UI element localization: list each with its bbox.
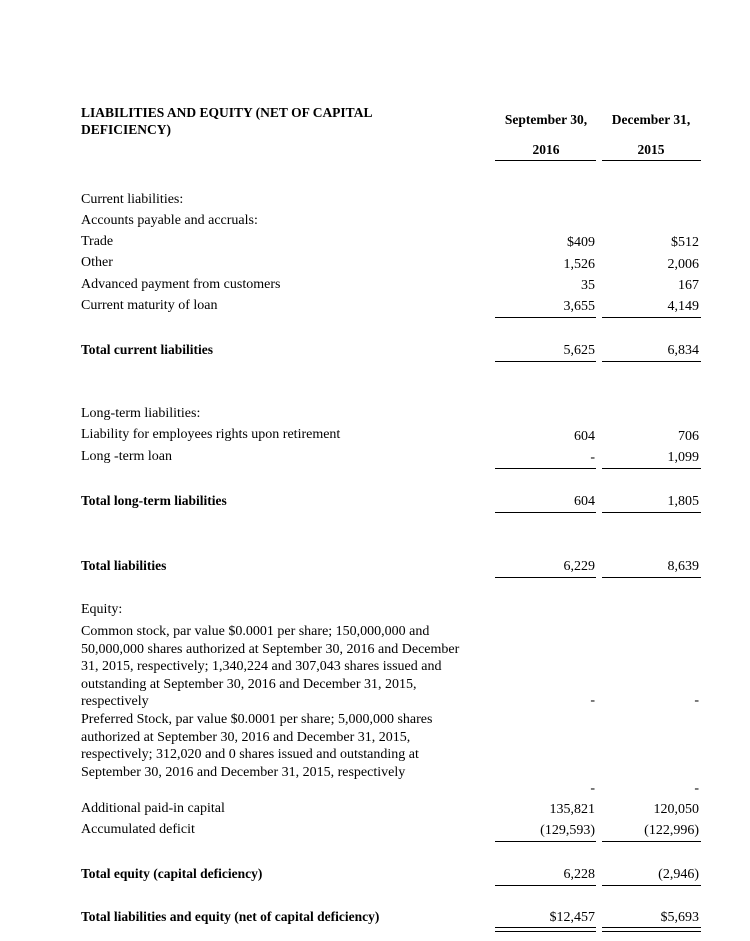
total-rule-current-2015 <box>602 361 701 362</box>
value-other-2016: 1,526 <box>563 257 595 272</box>
value-preferred-stock-2016: - <box>590 781 595 796</box>
section-heading-equity: Equity: <box>81 602 123 617</box>
header-underline-2015 <box>602 160 701 161</box>
row-label-other: Other <box>81 255 113 270</box>
total-current-liabilities-2015: 6,834 <box>667 343 699 358</box>
section-heading-current-liabilities: Current liabilities: <box>81 192 184 207</box>
total-equity-2015: (2,946) <box>658 867 699 882</box>
value-accumulated-deficit-2016: (129,593) <box>540 823 595 838</box>
value-employee-rights-2016: 604 <box>574 429 595 444</box>
value-trade-2016: $409 <box>567 235 595 250</box>
double-rule-grand-total-2015 <box>602 927 701 932</box>
row-label-advanced-payment: Advanced payment from customers <box>81 277 281 292</box>
total-liabilities-2015: 8,639 <box>667 559 699 574</box>
row-label-common-stock: Common stock, par value $0.0001 per share; 150,000,000 and 50,000,000 shares authorized at September 30, 2016 and December 31, 2015, respectively; 1,340,224 and 307,043 shares issued and outstanding at September 30, 2016 and December 31, 2015, respectively <box>81 624 460 709</box>
row-label-long-term-loan: Long -term loan <box>81 449 172 464</box>
total-rule-liabilities-2016 <box>495 577 596 578</box>
subtotal-rule-equity-2016 <box>495 841 596 842</box>
total-rule-equity-2015 <box>602 885 701 886</box>
value-preferred-stock-2015: - <box>694 781 699 796</box>
subtotal-rule-longterm-2016 <box>495 468 596 469</box>
total-rule-current-2016 <box>495 361 596 362</box>
value-apic-2015: 120,050 <box>653 802 699 817</box>
subtotal-rule-current-2015 <box>602 317 701 318</box>
subtotal-rule-equity-2015 <box>602 841 701 842</box>
value-other-2015: 2,006 <box>667 257 699 272</box>
value-current-maturity-loan-2015: 4,149 <box>667 299 699 314</box>
total-long-term-liabilities-2016: 604 <box>574 494 595 509</box>
total-equity-2016: 6,228 <box>563 867 595 882</box>
header-underline-2016 <box>495 160 596 161</box>
value-accumulated-deficit-2015: (122,996) <box>644 823 699 838</box>
page-title: LIABILITIES AND EQUITY (NET OF CAPITAL DEFICIENCY) <box>81 105 372 137</box>
grand-total-2016: $12,457 <box>549 910 595 925</box>
total-equity-label: Total equity (capital deficiency) <box>81 866 263 881</box>
value-long-term-loan-2016: - <box>590 450 595 465</box>
value-long-term-loan-2015: 1,099 <box>667 450 699 465</box>
total-rule-liabilities-2015 <box>602 577 701 578</box>
value-common-stock-2016: - <box>590 693 595 708</box>
total-current-liabilities-label: Total current liabilities <box>81 342 214 357</box>
grand-total-label: Total liabilities and equity (net of capital deficiency) <box>81 909 380 924</box>
value-advanced-payment-2016: 35 <box>581 278 595 293</box>
row-label-trade: Trade <box>81 234 114 249</box>
value-employee-rights-2015: 706 <box>678 429 699 444</box>
column-header-2016-date: September 30, <box>504 112 588 127</box>
total-liabilities-2016: 6,229 <box>563 559 595 574</box>
value-advanced-payment-2015: 167 <box>678 278 699 293</box>
row-label-preferred-stock: Preferred Stock, par value $0.0001 per share; 5,000,000 shares authorized at September 30, 2016 and December 31, 2015, respectively; 312,020 and 0 shares issued and outstanding at September 30, 2016 and December 31, 2015, respectively <box>81 712 433 780</box>
subtotal-rule-current-2016 <box>495 317 596 318</box>
total-current-liabilities-2016: 5,625 <box>563 343 595 358</box>
total-rule-longterm-2016 <box>495 512 596 513</box>
section-heading-long-term-liabilities: Long-term liabilities: <box>81 406 201 421</box>
value-apic-2016: 135,821 <box>549 802 595 817</box>
row-label-employee-rights: Liability for employees rights upon retirement <box>81 427 341 442</box>
total-liabilities-label: Total liabilities <box>81 558 167 573</box>
double-rule-grand-total-2016 <box>495 927 596 932</box>
total-rule-equity-2016 <box>495 885 596 886</box>
subheading-accounts-payable: Accounts payable and accruals: <box>81 213 258 228</box>
grand-total-2015: $5,693 <box>660 910 699 925</box>
total-long-term-liabilities-label: Total long-term liabilities <box>81 493 227 508</box>
total-rule-longterm-2015 <box>602 512 701 513</box>
value-common-stock-2015: - <box>694 693 699 708</box>
subtotal-rule-longterm-2015 <box>602 468 701 469</box>
column-header-2015-year: 2015 <box>637 142 665 157</box>
row-label-accumulated-deficit: Accumulated deficit <box>81 822 195 837</box>
value-trade-2015: $512 <box>671 235 699 250</box>
row-label-current-maturity-loan: Current maturity of loan <box>81 298 218 313</box>
column-header-2016-year: 2016 <box>532 142 560 157</box>
row-label-additional-paid-in-capital: Additional paid-in capital <box>81 801 225 816</box>
total-long-term-liabilities-2015: 1,805 <box>667 494 699 509</box>
value-current-maturity-loan-2016: 3,655 <box>563 299 595 314</box>
column-header-2015-date: December 31, <box>611 112 691 127</box>
